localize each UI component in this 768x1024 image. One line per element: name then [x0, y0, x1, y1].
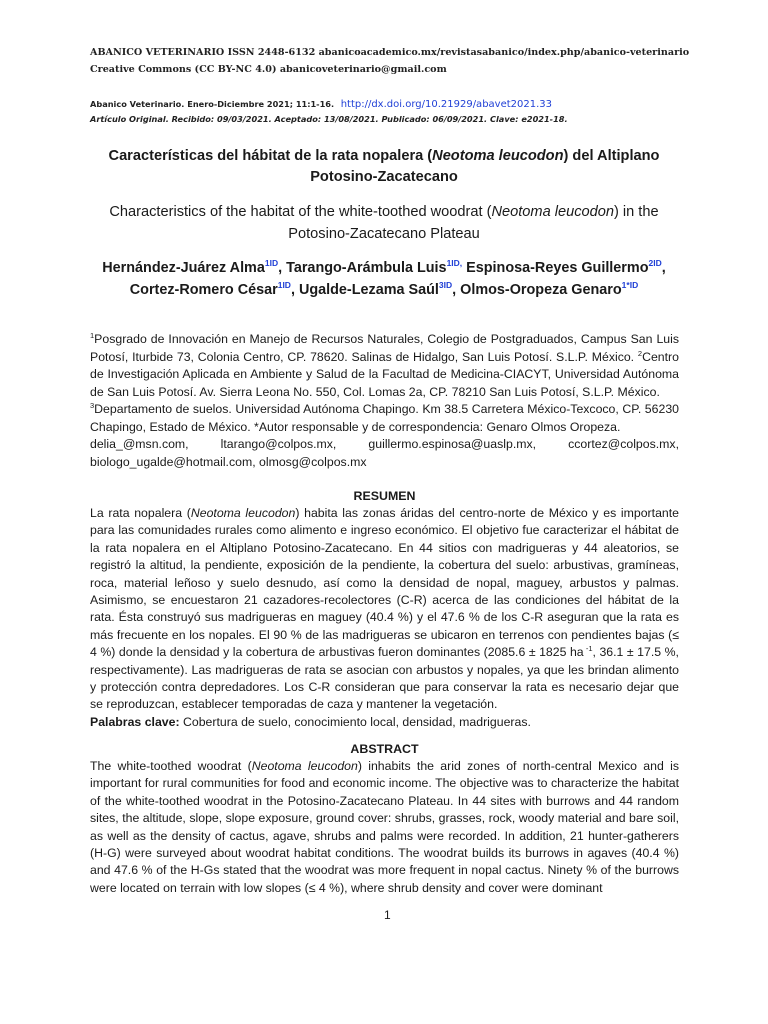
citation-text: Abanico Veterinario. Enero-Diciembre 2021; 11:1-16.: [90, 99, 335, 109]
email-link[interactable]: biologo_ugalde@hotmail.com, olmosg@colpos.mx: [90, 454, 367, 469]
author-name: Tarango-Arámbula Luis: [286, 260, 447, 276]
author-name: Espinosa-Reyes Guillermo: [466, 260, 649, 276]
author-name: Hernández-Juárez Alma: [102, 260, 265, 276]
species-name: Neotoma leucodon: [190, 506, 296, 520]
doi-link[interactable]: http://dx.doi.org/10.21929/abavet2021.33: [340, 99, 553, 110]
author-orcid-badge[interactable]: 1*ID: [621, 280, 639, 290]
abstract-body: The white-toothed woodrat (Neotoma leucodon) inhabits the arid zones of north-central Mexico and is important for rural communities for food and economic income. The objective was to characterize the habitat of the white-toothed woodrat in the Potosino-Zacatecano Plateau. In 44 sites with burrows and 44 random sites, the altitude, slope, slope exposure, ground cover: shrubs, grasses, rock, woody material and bare soil, as well as the density of cactus, agave, shrubs and palms were recorded. In addition, 21 hunter-gatherers (H-G) were surveyed about woodrat habitat conditions. The woodrat builds its burrows in agaves (40.4 %) and 47.6 % of the H-Gs stated that the woodrat was more frequent in nopal cactus. Ninety % of the burrows were located on terrain with low slopes (≤ 4 %), where shrub density and cover were dominant: [90, 759, 679, 895]
keywords-label: Palabras clave:: [90, 714, 180, 729]
email-link[interactable]: guillermo.espinosa@uaslp.mx,: [368, 437, 537, 451]
author-list: Hernández-Juárez Alma$^{1ID}$, Tarango-Arámbula Luis$^{1ID,}$ Espinosa-Reyes Guillermo$^{2ID}$, Cortez-Romero César$^{1ID}$, Ugalde-Lezama Saúl$^{3ID}$, Olmos-Oropeza Genaro$^{1*ID}$: [102, 258, 666, 298]
affiliation-3: Departamento de suelos. Universidad Autónoma Chapingo. Km 38.5 Carretera México-Texcoco, CP. 56230 Chapingo, Estado de México. *Autor responsable y de correspondencia: Genaro Olmos Oropeza.: [90, 402, 679, 434]
title-species: Neotoma leucodon: [432, 148, 564, 164]
abstract-heading: ABSTRACT: [350, 742, 419, 756]
author-name: Olmos-Oropeza Genaro: [460, 282, 622, 298]
keywords: Palabras clave: Cobertura de suelo, conocimiento local, densidad, madrigueras.: [90, 714, 531, 729]
author-emails: [90, 436, 679, 454]
author-name: Ugalde-Lezama Saúl: [298, 282, 439, 298]
affiliations: $^1$Posgrado de Innovación en Manejo de Recursos Naturales, Colegio de Postgraduados, Campus San Luis Potosí, Iturbide 73, Colonia Centro, CP. 78620. Salinas de Hidalgo, San Luis Potosí. S.L.P. México. $^2$Centro de Investigación Aplicada en Ambiente y Salud de la Facultad de Medicina-CIACYT, Universidad Autónoma de San Luis Potosí. Av. Sierra Leona No. 550, Col. Lomas 2a, CP. 78210 San Luis Potosí, S.L.P. México. $^3$Departamento de suelos. Universidad Autónoma Chapingo. Km 38.5 Carretera México-Texcoco, CP. 56230 Chapingo, Estado de México. *Autor responsable y de correspondencia: Genaro Olmos Oropeza. delia_@msn.com, ltarango@colpos.mx, guillermo.espinosa@uaslp.mx, ccortez@colpos.mx, biologo_ugalde@hotmail.com, olmosg@colpos.mx: [90, 331, 679, 471]
email-link[interactable]: delia_@msn.com,: [90, 437, 189, 451]
affiliation-1: Posgrado de Innovación en Manejo de Recursos Naturales, Colegio de Postgraduados, Campus San Luis Potosí, Iturbide 73, Colonia Centro, CP. 78620. Salinas de Hidalgo, San Luis Potosí. S.L.P. México.: [90, 332, 679, 364]
affiliation-2: Centro de Investigación Aplicada en Ambiente y Salud de la Facultad de Medicina-CIACYT, Universidad Autónoma de San Luis Potosí. Av. Sierra Leona No. 550, Col. Lomas 2a, CP. 78210 San Luis Potosí, S.L.P. México.: [90, 349, 679, 399]
species-name: Neotoma leucodon: [251, 759, 358, 773]
article-info: Artículo Original. Recibido: 09/03/2021. Aceptado: 13/08/2021. Publicado: 06/09/2021. Clave: e2021-18.: [90, 114, 568, 124]
author-name: Cortez-Romero César: [129, 282, 278, 298]
author-orcid-badge[interactable]: 1ID: [264, 258, 279, 268]
author-orcid-badge[interactable]: 3ID: [438, 280, 453, 290]
title-spanish: Características del hábitat de la rata nopalera (Neotoma leucodon) del Altiplano Potosino-Zacatecano: [108, 148, 660, 185]
email-link[interactable]: ltarango@colpos.mx,: [220, 437, 337, 451]
author-orcid-badge[interactable]: 1ID,: [446, 258, 463, 268]
author-orcid-badge[interactable]: 1ID: [277, 280, 291, 290]
journal-header: [90, 44, 710, 78]
email-link[interactable]: ccortez@colpos.mx,: [568, 437, 679, 451]
title-english: Characteristics of the habitat of the white-toothed woodrat (Neotoma leucodon) in the Potosino-Zacatecano Plateau: [109, 204, 659, 242]
citation-block: [90, 97, 700, 127]
resumen-body: La rata nopalera (Neotoma leucodon) habita las zonas áridas del centro-norte de México y es importante para las comunidades rurales como alimento e ingreso económico. El objetivo fue caracterizar el hábitat de la rata nopalera en el Altiplano Potosino-Zacatecano. En 44 sitios con madrigueras y 44 aleatorios, se registró la altitud, la pendiente, exposición de la pendiente, la cobertura del suelo: arbustivas, gramíneas, roca, material leñoso y suelo desnudo, así como la densidad de nopal, maguey, arbustos y palmas. Asimismo, se encuestaron 21 cazadores-recolectores (C-R) acerca de las condiciones del hábitat de la rata. Ésta construyó sus madrigueras en maguey (40.4 %) y el 47.6 % de los C-R aseguran que la rata es más frecuente en los nopales. El 90 % de las madrigueras se ubicaron en terrenos con pendientes bajas (≤ 4 %) donde la densidad y la cobertura de arbustivas fueron dominantes (2085.6 ± 1825 ha $^{-1}$, 36.1 ± 17.5 %, respectivamente). Las madrigueras de rata se asocian con arbustos y nopales, ya que les brindan alimento y protección contra depredadores. Los C-R consideran que para conservar la rata es necesario dejar que se reproduzcan, establecer temporadas de caza y mantener la vegetación. Palabras clave: Cobertura de suelo, conocimiento local, densidad, madrigueras.: [90, 506, 680, 729]
title-species: Neotoma leucodon: [491, 204, 614, 220]
license-line: Creative Commons (CC BY-NC 4.0) abanicoveterinario@gmail.com: [90, 64, 447, 75]
journal-issn-line: ABANICO VETERINARIO ISSN 2448-6132 abanicoacademico.mx/revistasabanico/index.php/abanico-veterinario: [90, 47, 690, 58]
author-orcid-badge[interactable]: 2ID: [648, 258, 662, 268]
resumen-heading: RESUMEN: [353, 489, 416, 503]
page-number: 1: [384, 908, 391, 922]
